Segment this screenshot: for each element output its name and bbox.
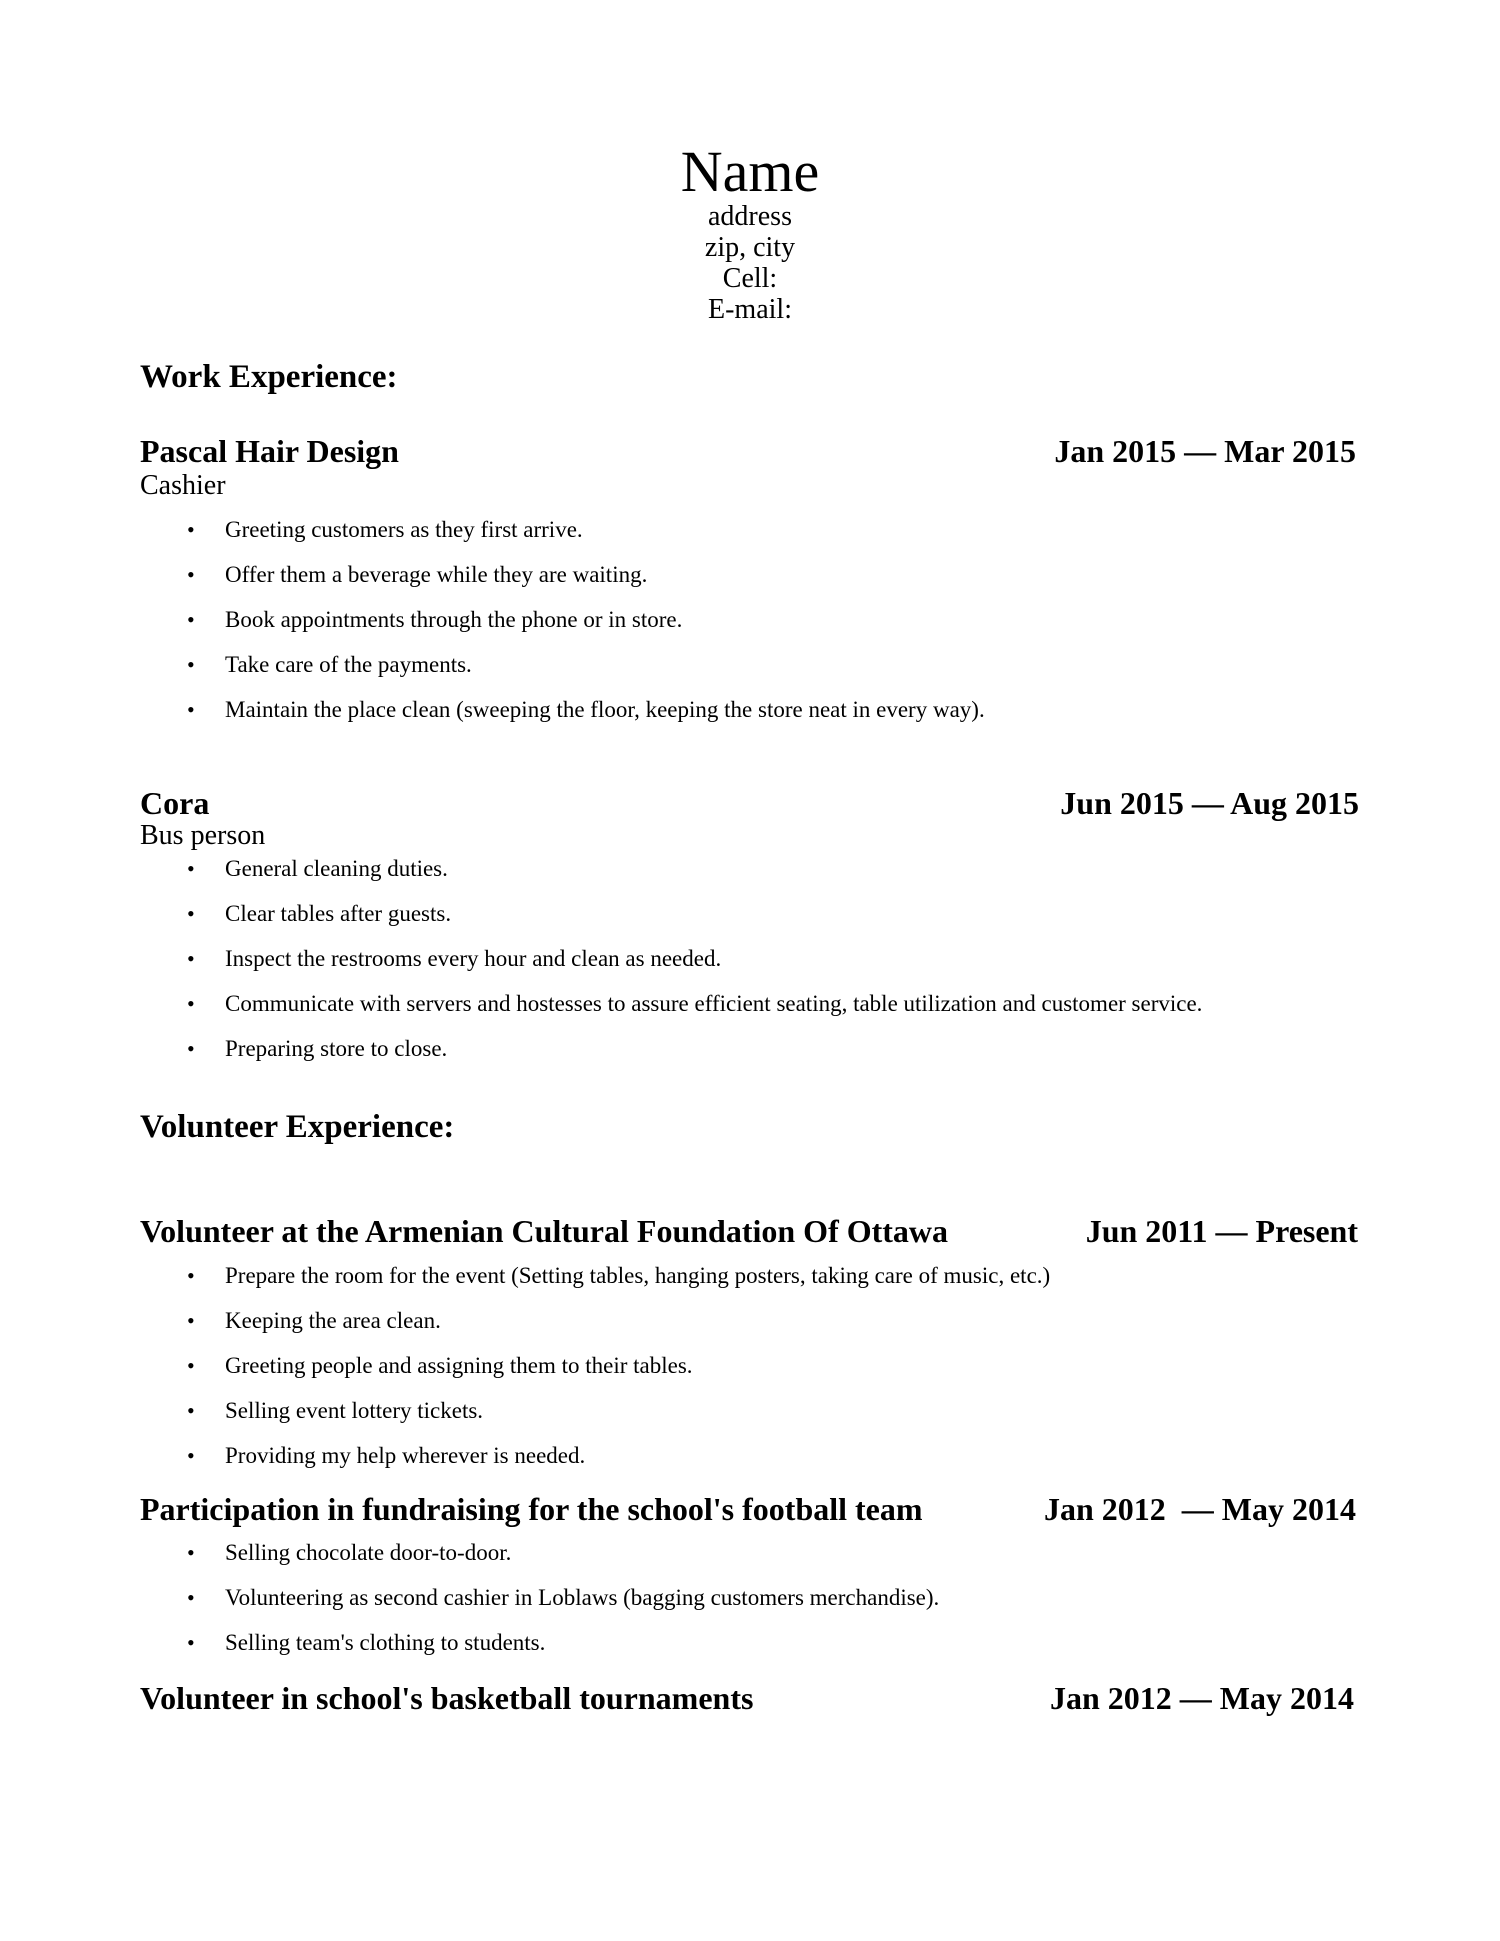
volunteer-experience-heading: Volunteer Experience: bbox=[140, 1109, 455, 1145]
bullet-icon: • bbox=[187, 1263, 195, 1288]
list-item bbox=[140, 561, 985, 606]
list-item bbox=[140, 945, 1202, 990]
bullet-icon: • bbox=[187, 1443, 195, 1468]
duty-text: Greeting people and assigning them to their tables. bbox=[225, 1353, 693, 1378]
job-role: Bus person bbox=[140, 820, 266, 851]
bullet-icon: • bbox=[187, 562, 195, 587]
bullet-icon: • bbox=[187, 697, 195, 722]
job-duties-list bbox=[140, 855, 1202, 1080]
duty-text: Offer them a beverage while they are waiting. bbox=[225, 562, 648, 587]
bullet-icon: • bbox=[187, 607, 195, 632]
duty-text: Selling event lottery tickets. bbox=[225, 1398, 484, 1423]
duty-text: Keeping the area clean. bbox=[225, 1308, 441, 1333]
bullet-icon: • bbox=[187, 1540, 195, 1565]
job-dates: Jun 2015 — Aug 2015 bbox=[1060, 785, 1359, 821]
volunteer-title: Volunteer in school's basketball tournaments bbox=[140, 1680, 754, 1716]
bullet-icon: • bbox=[187, 991, 195, 1016]
list-item bbox=[140, 516, 985, 561]
list-item bbox=[140, 1629, 939, 1674]
list-item bbox=[140, 1035, 1202, 1080]
bullet-icon: • bbox=[187, 1630, 195, 1655]
job-company: Cora bbox=[140, 785, 210, 821]
list-item bbox=[140, 696, 985, 741]
list-item bbox=[140, 900, 1202, 945]
bullet-icon: • bbox=[187, 1308, 195, 1333]
job-company: Pascal Hair Design bbox=[140, 433, 399, 469]
duty-text: Book appointments through the phone or in store. bbox=[225, 607, 683, 632]
duty-text: General cleaning duties. bbox=[225, 856, 448, 881]
list-item bbox=[140, 1262, 1050, 1307]
job-duties-list bbox=[140, 516, 985, 741]
volunteer-title: Volunteer at the Armenian Cultural Foundation Of Ottawa bbox=[140, 1213, 949, 1249]
bullet-icon: • bbox=[187, 901, 195, 926]
duty-text: Prepare the room for the event (Setting tables, hanging posters, taking care of music, etc.) bbox=[225, 1263, 1051, 1288]
duty-text: Maintain the place clean (sweeping the floor, keeping the store neat in every way). bbox=[225, 697, 985, 722]
list-item bbox=[140, 855, 1202, 900]
address-line: address bbox=[708, 201, 792, 232]
duty-text: Clear tables after guests. bbox=[225, 901, 452, 926]
duty-text: Inspect the restrooms every hour and clean as needed. bbox=[225, 946, 722, 971]
bullet-icon: • bbox=[187, 946, 195, 971]
duty-text: Preparing store to close. bbox=[225, 1036, 448, 1061]
volunteer-dates: Jun 2011 — Present bbox=[1085, 1213, 1358, 1249]
volunteer-title: Participation in fundraising for the school's football team bbox=[140, 1491, 923, 1527]
duty-text: Providing my help wherever is needed. bbox=[225, 1443, 586, 1468]
duty-text: Selling team's clothing to students. bbox=[225, 1630, 546, 1655]
duty-text: Communicate with servers and hostesses to assure efficient seating, table utilization and customer service. bbox=[225, 991, 1203, 1016]
list-item bbox=[140, 1397, 1050, 1442]
bullet-icon: • bbox=[187, 1398, 195, 1423]
resume-name: Name bbox=[680, 139, 820, 204]
duty-text: Take care of the payments. bbox=[225, 652, 472, 677]
duty-text: Selling chocolate door-to-door. bbox=[225, 1540, 512, 1565]
list-item bbox=[140, 1584, 939, 1629]
job-dates: Jan 2015 — Mar 2015 bbox=[1054, 433, 1356, 469]
bullet-icon: • bbox=[187, 1036, 195, 1061]
list-item bbox=[140, 606, 985, 651]
list-item bbox=[140, 990, 1202, 1035]
list-item bbox=[140, 1307, 1050, 1352]
job-role: Cashier bbox=[140, 470, 226, 501]
cell-line: Cell: bbox=[722, 263, 778, 294]
duty-text: Volunteering as second cashier in Loblaws (bagging customers merchandise). bbox=[225, 1585, 940, 1610]
list-item bbox=[140, 1442, 1050, 1487]
bullet-icon: • bbox=[187, 1585, 195, 1610]
list-item bbox=[140, 1539, 939, 1584]
work-experience-heading: Work Experience: bbox=[140, 359, 398, 395]
bullet-icon: • bbox=[187, 517, 195, 542]
email-line: E-mail: bbox=[708, 294, 792, 325]
volunteer-duties-list bbox=[140, 1262, 1050, 1487]
duty-text: Greeting customers as they first arrive. bbox=[225, 517, 583, 542]
list-item bbox=[140, 1352, 1050, 1397]
bullet-icon: • bbox=[187, 1353, 195, 1378]
list-item bbox=[140, 651, 985, 696]
volunteer-dates: Jan 2012 — May 2014 bbox=[1044, 1491, 1356, 1527]
zip-city-line: zip, city bbox=[704, 232, 796, 263]
bullet-icon: • bbox=[187, 652, 195, 677]
volunteer-duties-list bbox=[140, 1539, 939, 1674]
bullet-icon: • bbox=[187, 856, 195, 881]
volunteer-dates: Jan 2012 — May 2014 bbox=[1050, 1680, 1354, 1716]
